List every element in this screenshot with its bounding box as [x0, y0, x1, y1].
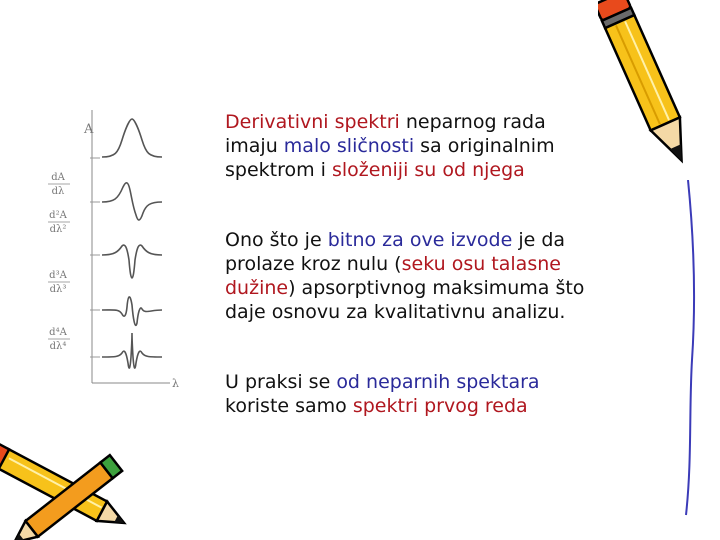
- derivative-label-1: [48, 172, 70, 197]
- spectrum-curve-3: [102, 297, 162, 325]
- text-run: je da: [512, 229, 566, 251]
- derivative-label-3: [48, 270, 70, 295]
- highlighted-text: spektri prvog reda: [352, 395, 528, 417]
- paragraph-3: [225, 370, 670, 418]
- spectrum-curve-2: [102, 245, 162, 278]
- highlighted-text: Derivativni: [225, 111, 335, 133]
- text-run: koriste samo: [225, 395, 353, 417]
- text-run: spektrom i: [225, 159, 332, 181]
- text-run: prolaze kroz nulu (: [225, 253, 402, 275]
- text-run: neparnog rada: [399, 111, 546, 133]
- text-run: daje osnovu za kvalitativnu analizu.: [225, 301, 566, 323]
- text-line: [225, 252, 670, 276]
- paragraph-2: [225, 228, 670, 324]
- derivative-label-4: [48, 327, 70, 352]
- label-2-den: dλ²: [49, 224, 67, 235]
- label-1-num: dA: [51, 172, 65, 183]
- spectrum-curve-0: [102, 119, 162, 157]
- spectrum-curve-4: [102, 333, 162, 368]
- label-2-num: d²A: [49, 210, 67, 221]
- highlighted-text: složeniji su od njega: [332, 159, 525, 181]
- text-line: [225, 300, 670, 324]
- figure-x-symbol: λ: [172, 377, 179, 390]
- highlighted-text: malo: [283, 135, 331, 157]
- label-4-den: dλ⁴: [49, 341, 67, 352]
- text-run: Ono što je: [225, 229, 328, 251]
- highlighted-text: sličnosti: [330, 135, 415, 157]
- derivative-spectra-figure: [20, 95, 205, 395]
- label-3-den: dλ³: [49, 284, 67, 295]
- label-3-num: d³A: [49, 270, 67, 281]
- highlighted-text: seku osu talasne: [401, 253, 561, 275]
- highlighted-text: od neparnih spektara: [336, 371, 540, 393]
- text-run: imaju: [225, 135, 284, 157]
- figure-y-symbol: A: [84, 122, 94, 137]
- text-run: U praksi se: [225, 371, 337, 393]
- highlighted-text: bitno za ove izvode: [327, 229, 513, 251]
- crossed-pencils-icon: [0, 430, 135, 540]
- text-line: [225, 228, 670, 252]
- highlighted-text: spektri: [334, 111, 400, 133]
- text-line: [225, 394, 670, 418]
- doodle-line: [680, 180, 710, 520]
- highlighted-text: dužine: [225, 277, 289, 299]
- spectrum-curve-1: [102, 183, 162, 220]
- text-run: sa originalnim: [414, 135, 555, 157]
- text-run: ) apsorptivnog maksimuma što: [288, 277, 585, 299]
- text-line: [225, 370, 670, 394]
- text-line: [225, 276, 670, 300]
- label-1-den: dλ: [51, 186, 65, 197]
- derivative-label-2: [48, 210, 70, 235]
- pencil-icon: [598, 0, 698, 180]
- label-4-num: d⁴A: [49, 327, 67, 338]
